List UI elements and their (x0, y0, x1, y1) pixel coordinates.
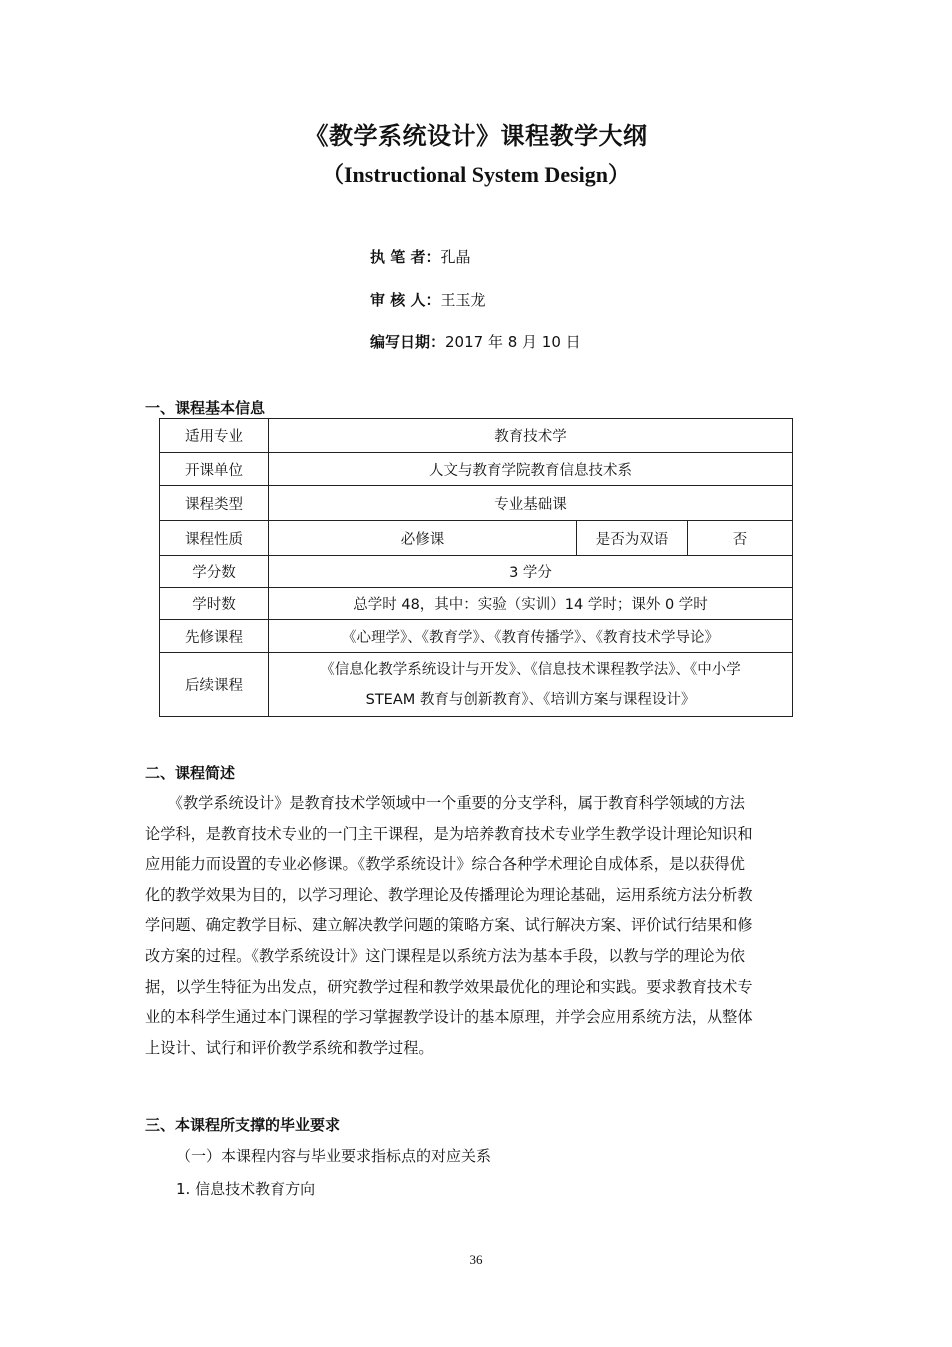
author-line (370, 246, 470, 267)
section1-heading: 一、课程基本信息 (145, 399, 266, 417)
document-subtitle: （Instructional System Design） (321, 162, 630, 187)
date-value: 2017 年 8 月 10 日 (445, 333, 581, 351)
row-label: 开课单位 (160, 453, 269, 486)
author-label: 执 笔 者： (370, 248, 441, 266)
reviewer-line (370, 289, 485, 310)
section3-item: 1. 信息技术教育方向 (176, 1180, 316, 1198)
section3-heading: 三、本课程所支撑的毕业要求 (145, 1116, 341, 1134)
table-row (160, 453, 793, 486)
reviewer-value: 王玉龙 (440, 291, 486, 309)
row-value: 《心理学》、《教育学》、《教育传播学》、《教育技术学导论》 (269, 620, 793, 653)
row-value: 教育技术学 (269, 419, 793, 453)
followup-line-2: STEAM 教育与创新教育》、《培训方案与课程设计》 (365, 691, 696, 708)
table-row (160, 653, 793, 717)
paragraph-line: 《教学系统设计》是教育技术学领域中一个重要的分支学科，属于教育科学领域的方法 (145, 794, 745, 812)
row-label: 先修课程 (160, 620, 269, 653)
bilingual-value: 否 (688, 521, 793, 556)
page-number: 36 (469, 1252, 483, 1267)
table-row (160, 486, 793, 521)
row-label: 学时数 (160, 588, 269, 620)
row-label: 课程性质 (160, 521, 269, 556)
date-label: 编写日期： (370, 333, 446, 351)
author-value: 孔晶 (440, 248, 471, 266)
paragraph-line: 化的教学效果为目的，以学习理论、教学理论及传播理论为理论基础，运用系统方法分析教 (145, 885, 753, 904)
row-value: 3 学分 (269, 556, 793, 588)
paragraph-line: 学问题、确定教学目标、建立解决教学问题的策略方案、试行解决方案、评价试行结果和修 (145, 916, 753, 935)
course-info-table (159, 418, 793, 717)
row-value: 专业基础课 (269, 486, 793, 521)
table-row (160, 620, 793, 653)
row-label: 学分数 (160, 556, 269, 588)
paragraph-line: 应用能力而设置的专业必修课。《教学系统设计》综合各种学术理论自成体系，是以获得优 (145, 855, 745, 874)
paragraph-line: 改方案的过程。《教学系统设计》这门课程是以系统方法为基本手段，以教与学的理论为依 (145, 946, 745, 965)
followup-line-1: 《信息化教学系统设计与开发》、《信息技术课程教学法》、《中小学 (320, 661, 741, 678)
reviewer-label: 审 核 人： (370, 291, 441, 309)
row-value: 总学时 48，其中：实验（实训）14 学时；课外 0 学时 (269, 588, 793, 620)
row-label: 课程类型 (160, 486, 269, 521)
document-title: 《教学系统设计》课程教学大纲 (304, 122, 648, 150)
row-value: 必修课 (269, 521, 577, 556)
paragraph-line: 论学科，是教育技术专业的一门主干课程，是为培养教育技术专业学生教学设计理论知识和 (145, 824, 753, 843)
table-row (160, 521, 793, 556)
row-value (269, 653, 793, 717)
row-label: 后续课程 (160, 653, 269, 717)
section2-heading: 二、课程简述 (145, 764, 236, 782)
row-label: 适用专业 (160, 419, 269, 453)
section3-subheading: （一）本课程内容与毕业要求指标点的对应关系 (176, 1147, 492, 1165)
course-description (145, 788, 809, 1063)
paragraph-line: 上设计、试行和评价教学系统和教学过程。 (145, 1038, 434, 1057)
row-value: 人文与教育学院教育信息技术系 (269, 453, 793, 486)
paragraph-line: 业的本科学生通过本门课程的学习掌握教学设计的基本原理，并学会应用系统方法，从整体 (145, 1008, 753, 1027)
paragraph-line: 据，以学生特征为出发点，研究教学过程和教学效果最优化的理论和实践。要求教育技术专 (145, 977, 753, 996)
table-row (160, 556, 793, 588)
table-row (160, 419, 793, 453)
date-line (370, 331, 581, 352)
table-row (160, 588, 793, 620)
bilingual-label: 是否为双语 (577, 521, 688, 556)
